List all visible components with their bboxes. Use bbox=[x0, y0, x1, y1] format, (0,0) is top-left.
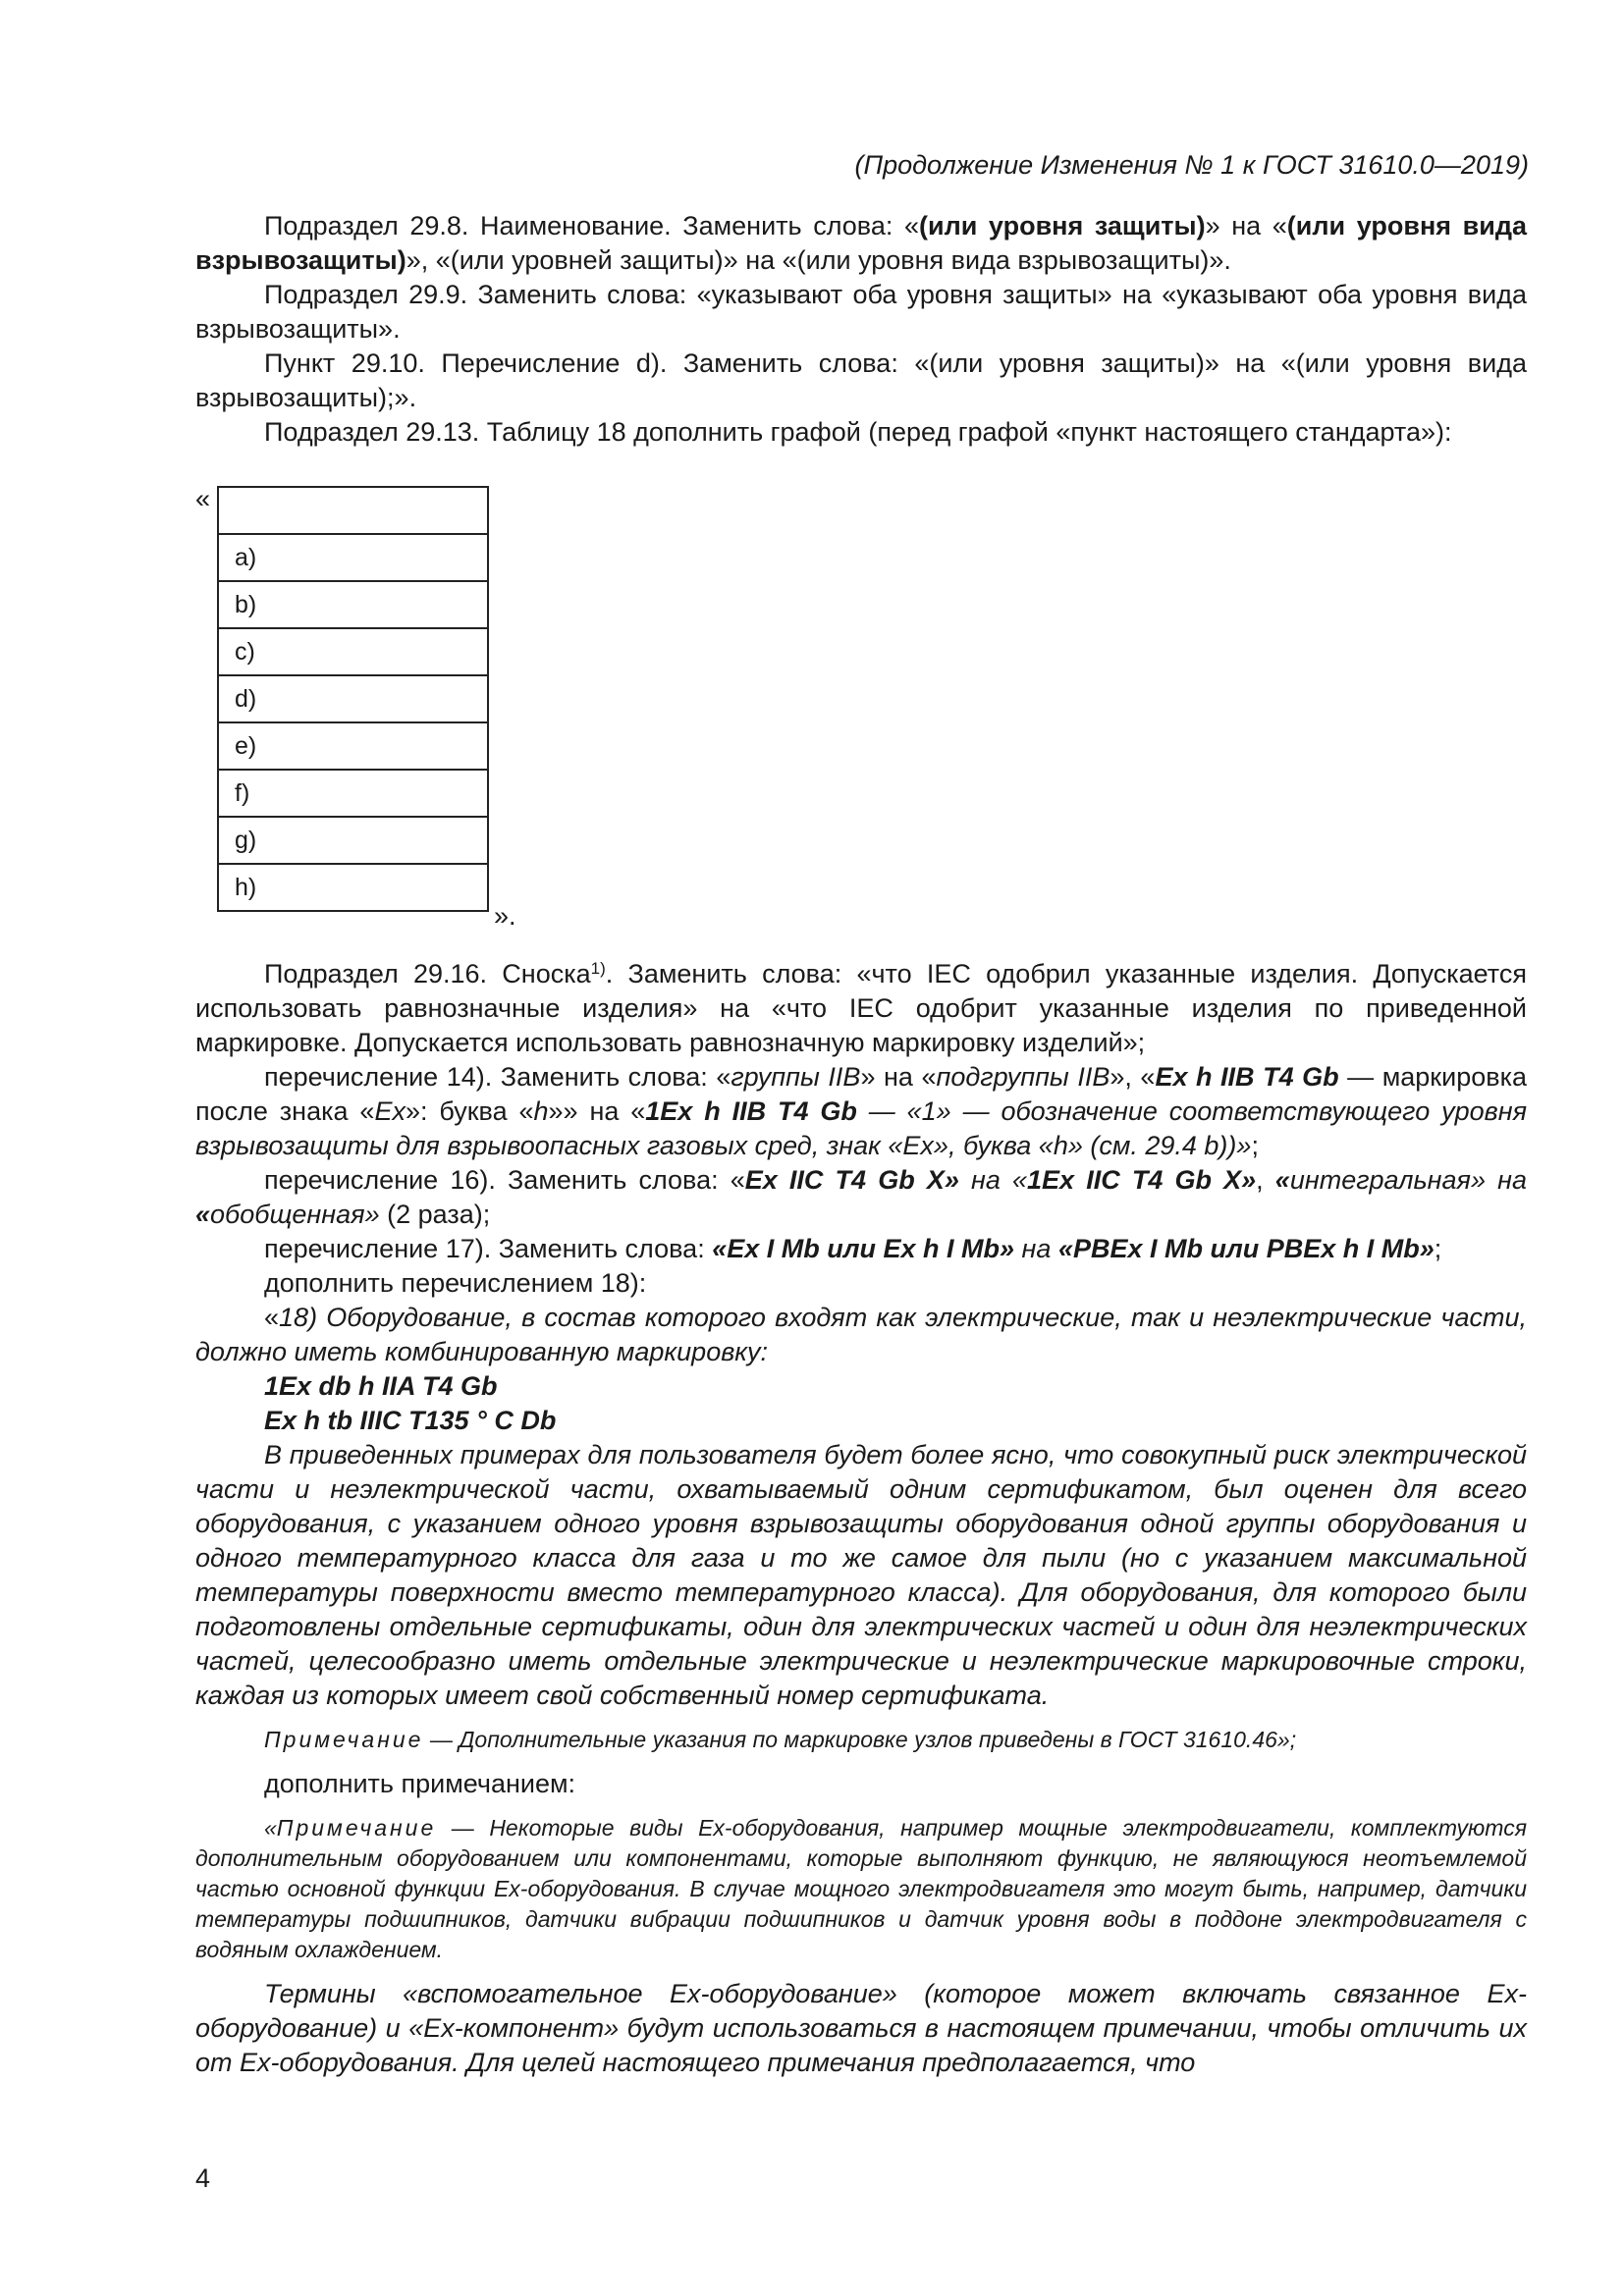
paragraph-item-18: «18) Оборудование, в состав которого входят как электрические, так и неэлектрические части, должно иметь комбинированную маркировку: bbox=[195, 1303, 1527, 1366]
table-row bbox=[218, 675, 488, 722]
table-row bbox=[218, 770, 488, 817]
table-cell: e) bbox=[218, 722, 488, 770]
table-cell: h) bbox=[218, 864, 488, 911]
marking-example-1: 1Ex db h IIA T4 Gb bbox=[264, 1371, 498, 1401]
table-row bbox=[218, 817, 488, 864]
table-cell: c) bbox=[218, 628, 488, 675]
table-cell: f) bbox=[218, 770, 488, 817]
note-1: Примечание — Дополнительные указания по маркировке узлов приведены в ГОСТ 31610.46»; bbox=[264, 1727, 1297, 1752]
table-cell bbox=[218, 487, 488, 534]
paragraph-add-note: дополнить примечанием: bbox=[264, 1769, 576, 1798]
running-header: (Продолжение Изменения № 1 к ГОСТ 31610.0—2019) bbox=[854, 150, 1529, 180]
table-18-column bbox=[217, 486, 489, 912]
table-cell: a) bbox=[218, 534, 488, 581]
paragraph-list-14: перечисление 14). Заменить слова: «группы IIB» на «подгруппы IIB», «Ex h IIB T4 Gb — маркировка после знака «Ex»: буква «h»» на «1Ex h IIB T4 Gb — «1» — обозначение соответствующего уровня взрывозащиты для взрывоопасных газовых сред, знак «Ex», буква «h» (см. 29.4 b))»; bbox=[195, 1062, 1528, 1160]
page-number: 4 bbox=[195, 2163, 211, 2193]
table-open-quote: « bbox=[195, 484, 211, 513]
paragraph-29-16: Подраздел 29.16. Сноска$^{1)}$. Заменить слова: «что IEC одобрил указанные изделия. Допускается использовать равнозначные изделия» на «что IEC одобрит указанные изделия по приведенной маркировке. Допускается использовать равнозначную маркировку изделий»; bbox=[195, 959, 1527, 1057]
table-row bbox=[218, 534, 488, 581]
table-close-quote: ». bbox=[494, 901, 516, 931]
table-row bbox=[218, 628, 488, 675]
table-row bbox=[218, 722, 488, 770]
paragraph-examples-explanation: В приведенных примерах для пользователя будет более ясно, что совокупный риск электрической части и неэлектрической части, охватываемый одним сертификатом, был оценен для всего оборудования, с указанием одного уровня взрывозащиты оборудования одной группы оборудования и одного температурного класса для газа и то же самое для пыли (но с указанием максимальной температуры поверхности вместо температурного класса). Для оборудования, для которого были подготовлены отдельные сертификаты, один для электрических частей и один для неэлектрических частей, целесообразно иметь отдельные электрические и неэлектрические маркировочные строки, каждая из которых имеет свой собственный номер сертификата. bbox=[195, 1440, 1527, 1710]
paragraph-29-8: Подраздел 29.8. Наименование. Заменить слова: «(или уровня защиты)» на «(или уровня вида взрывозащиты)», «(или уровней защиты)» на «(или уровня вида взрывозащиты)». bbox=[195, 211, 1527, 275]
marking-example-2: Ex h tb IIIC T135 ° C Db bbox=[264, 1406, 557, 1435]
footnote-ref: 1) bbox=[590, 959, 606, 978]
upper-text-block bbox=[195, 209, 1527, 450]
table-cell: d) bbox=[218, 675, 488, 722]
paragraph-list-16: перечисление 16). Заменить слова: «Ex IIC T4 Gb X» на «1Ex IIC T4 Gb X», «интегральная» на «обобщенная» (2 раза); bbox=[195, 1165, 1528, 1229]
table-cell: g) bbox=[218, 817, 488, 864]
paragraph-29-9: Подраздел 29.9. Заменить слова: «указывают оба уровня защиты» на «указывают оба уровня вида взрывозащиты». bbox=[195, 280, 1527, 344]
paragraph-terms: Термины «вспомогательное Ex-оборудование» (которое может включать связанное Ex-оборудование) и «Ex-компонент» будут использоваться в настоящем примечании, чтобы отличить их от Ex-оборудования. Для целей настоящего примечания предполагается, что bbox=[195, 1979, 1527, 2077]
paragraph-29-13: Подраздел 29.13. Таблицу 18 дополнить графой (перед графой «пункт настоящего стандарта»): bbox=[264, 417, 1452, 447]
note-2: «Примечание — Некоторые виды Ex-оборудования, например мощные электродвигатели, комплектуются дополнительным оборудованием или компонентами, которые выполняют функцию, не являющуюся неотъемлемой частью основной функции Ex-оборудования. В случае мощного электродвигателя это могут быть, например, датчики температуры подшипников, датчики вибрации подшипников и датчик уровня воды в поддоне электродвигателя с водяным охлаждением. bbox=[195, 1815, 1527, 1962]
table-cell: b) bbox=[218, 581, 488, 628]
paragraph-list-17: перечисление 17). Заменить слова: «Ex I Mb или Ex h I Mb» на «PBEx I Mb или PBEx h I Mb»; bbox=[264, 1234, 1442, 1263]
paragraph-29-10: Пункт 29.10. Перечисление d). Заменить слова: «(или уровня защиты)» на «(или уровня вида взрывозащиты);». bbox=[195, 348, 1527, 412]
paragraph-add-18: дополнить перечислением 18): bbox=[264, 1268, 647, 1298]
table-row bbox=[218, 864, 488, 911]
lower-text-block bbox=[195, 957, 1527, 2080]
table-row bbox=[218, 581, 488, 628]
table-row bbox=[218, 487, 488, 534]
